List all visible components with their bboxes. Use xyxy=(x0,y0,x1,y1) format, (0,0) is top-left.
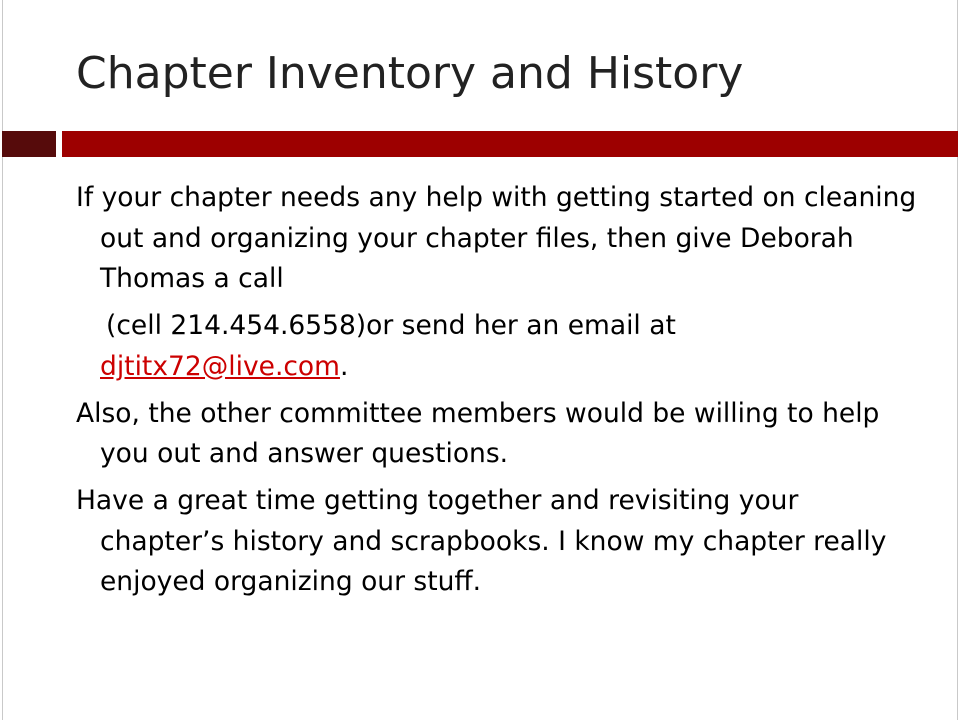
slide-title: Chapter Inventory and History xyxy=(76,48,744,99)
paragraph-closing: Have a great time getting together and revisiting your chapter’s history and scrapbooks. I know my chapter really enjoyed organizing our stuff. xyxy=(76,485,887,597)
slide-body xyxy=(76,178,926,609)
title-accent-dark-bar xyxy=(2,131,56,157)
email-link[interactable]: djtitx72@live.com xyxy=(100,350,340,382)
paragraph-contact xyxy=(76,306,926,387)
frame-left-border xyxy=(2,0,3,720)
paragraph-help: If your chapter needs any help with getting started on cleaning out and organizing your chapter files, then give Deborah Thomas a call xyxy=(76,182,917,294)
contact-text: (cell 214.454.6558)or send her an email at xyxy=(106,310,676,341)
title-accent-red-bar xyxy=(62,131,958,157)
frame-right-border xyxy=(957,0,958,720)
paragraph-committee: Also, the other committee members would be willing to help you out and answer questions. xyxy=(76,397,880,469)
contact-period: . xyxy=(339,350,349,382)
